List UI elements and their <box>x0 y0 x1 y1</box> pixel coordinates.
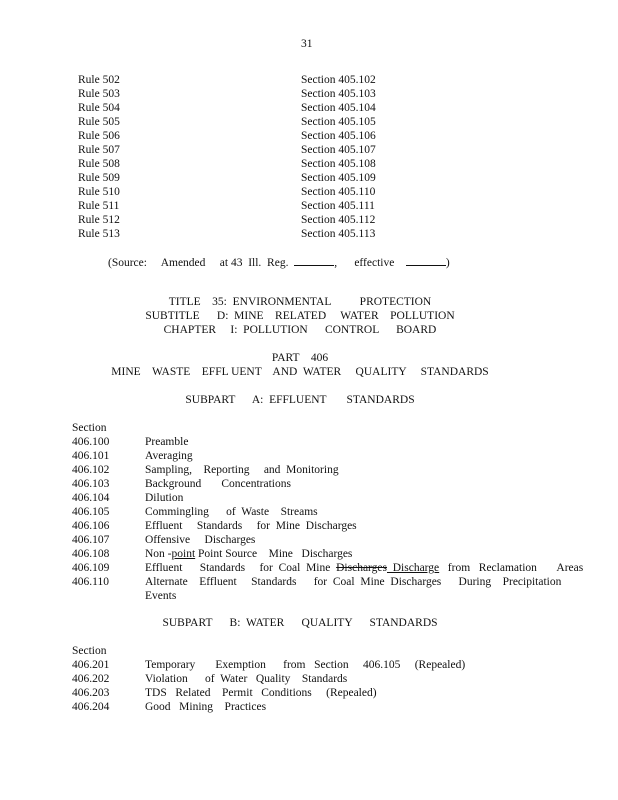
section-title: Dilution <box>145 492 184 504</box>
section-number: 406.204 <box>72 701 110 713</box>
title-text: Non - <box>145 548 172 560</box>
section-number: 406.201 <box>72 659 110 671</box>
section-ref: Section 405.105 <box>301 116 376 128</box>
page-number: 31 <box>301 38 313 50</box>
section-title: Commingling of Waste Streams <box>145 506 318 518</box>
blank-line <box>406 256 446 266</box>
rule-label: Rule 503 <box>78 88 120 100</box>
rule-label: Rule 511 <box>78 200 120 212</box>
deleted-text: point <box>171 548 196 560</box>
part-name: MINE WASTE EFFL UENT AND WATER QUALITY STANDARDS <box>111 366 489 378</box>
section-ref: Section 405.113 <box>301 228 376 240</box>
section-title: Alternate Effluent Standards for Coal Mine Discharges During Precipitation <box>145 576 562 588</box>
rule-label: Rule 507 <box>78 144 120 156</box>
title-heading: TITLE 35: ENVIRONMENTAL PROTECTION <box>168 296 432 308</box>
section-number: 406.104 <box>72 492 110 504</box>
section-title: Averaging <box>145 450 193 462</box>
rule-label: Rule 505 <box>78 116 120 128</box>
section-number: 406.110 <box>72 576 109 588</box>
section-title: TDS Related Permit Conditions (Repealed) <box>145 687 377 699</box>
section-title <box>145 547 352 561</box>
section-ref: Section 405.103 <box>301 88 376 100</box>
rule-label: Rule 502 <box>78 74 120 86</box>
section-title <box>145 561 583 575</box>
source-middle: , effective <box>334 257 395 269</box>
rule-label: Rule 513 <box>78 228 120 240</box>
deleted-text: Discharges <box>336 562 387 574</box>
section-number: 406.203 <box>72 687 110 699</box>
part-heading: PART 406 <box>271 352 329 364</box>
source-suffix: ) <box>445 257 450 269</box>
source-note <box>108 256 450 270</box>
section-number: 406.108 <box>72 548 110 560</box>
section-title: Background Concentrations <box>145 478 291 490</box>
section-number: 406.101 <box>72 450 110 462</box>
rule-label: Rule 512 <box>78 214 120 226</box>
rule-label: Rule 504 <box>78 102 120 114</box>
section-title: Sampling, Reporting and Monitoring <box>145 464 339 476</box>
chapter-heading: CHAPTER I: POLLUTION CONTROL BOARD <box>163 324 437 336</box>
rule-label: Rule 509 <box>78 172 120 184</box>
section-number: 406.109 <box>72 562 110 574</box>
subpart-a-heading: SUBPART A: EFFLUENT STANDARDS <box>185 394 415 406</box>
section-ref: Section 405.112 <box>301 214 376 226</box>
section-title: Effluent Standards for Mine Discharges <box>145 520 357 532</box>
section-number: 406.202 <box>72 673 110 685</box>
section-title: Preamble <box>145 436 189 448</box>
section-number: 406.103 <box>72 478 110 490</box>
inserted-text: Discharge <box>387 562 440 574</box>
section-number: 406.100 <box>72 436 110 448</box>
title-text: Point Source Mine Discharges <box>195 548 353 560</box>
section-number: 406.106 <box>72 520 110 532</box>
section-title-continued: Events <box>145 590 177 602</box>
section-number: 406.107 <box>72 534 110 546</box>
section-ref: Section 405.102 <box>301 74 376 86</box>
section-ref: Section 405.109 <box>301 172 376 184</box>
section-ref: Section 405.108 <box>301 158 376 170</box>
section-ref: Section 405.104 <box>301 102 376 114</box>
section-column-label: Section <box>72 645 107 657</box>
title-text: from Reclamation Areas <box>439 562 584 574</box>
section-title: Temporary Exemption from Section 406.105 (Repealed) <box>145 659 466 671</box>
subpart-b-heading: SUBPART B: WATER QUALITY STANDARDS <box>162 617 438 629</box>
title-text: Effluent Standards for Coal Mine <box>145 562 337 574</box>
section-title: Good Mining Practices <box>145 701 267 713</box>
section-ref: Section 405.111 <box>301 200 375 212</box>
section-number: 406.105 <box>72 506 110 518</box>
section-ref: Section 405.106 <box>301 130 376 142</box>
section-column-label: Section <box>72 422 107 434</box>
section-title: Violation of Water Quality Standards <box>145 673 348 685</box>
section-title: Offensive Discharges <box>145 534 256 546</box>
subtitle-heading: SUBTITLE D: MINE RELATED WATER POLLUTION <box>145 310 455 322</box>
source-prefix: (Source: Amended at 43 Ill. Reg. <box>108 257 289 269</box>
rule-label: Rule 508 <box>78 158 120 170</box>
section-ref: Section 405.110 <box>301 186 376 198</box>
rule-label: Rule 510 <box>78 186 120 198</box>
section-ref: Section 405.107 <box>301 144 376 156</box>
rule-label: Rule 506 <box>78 130 120 142</box>
blank-line <box>294 256 334 266</box>
section-number: 406.102 <box>72 464 110 476</box>
